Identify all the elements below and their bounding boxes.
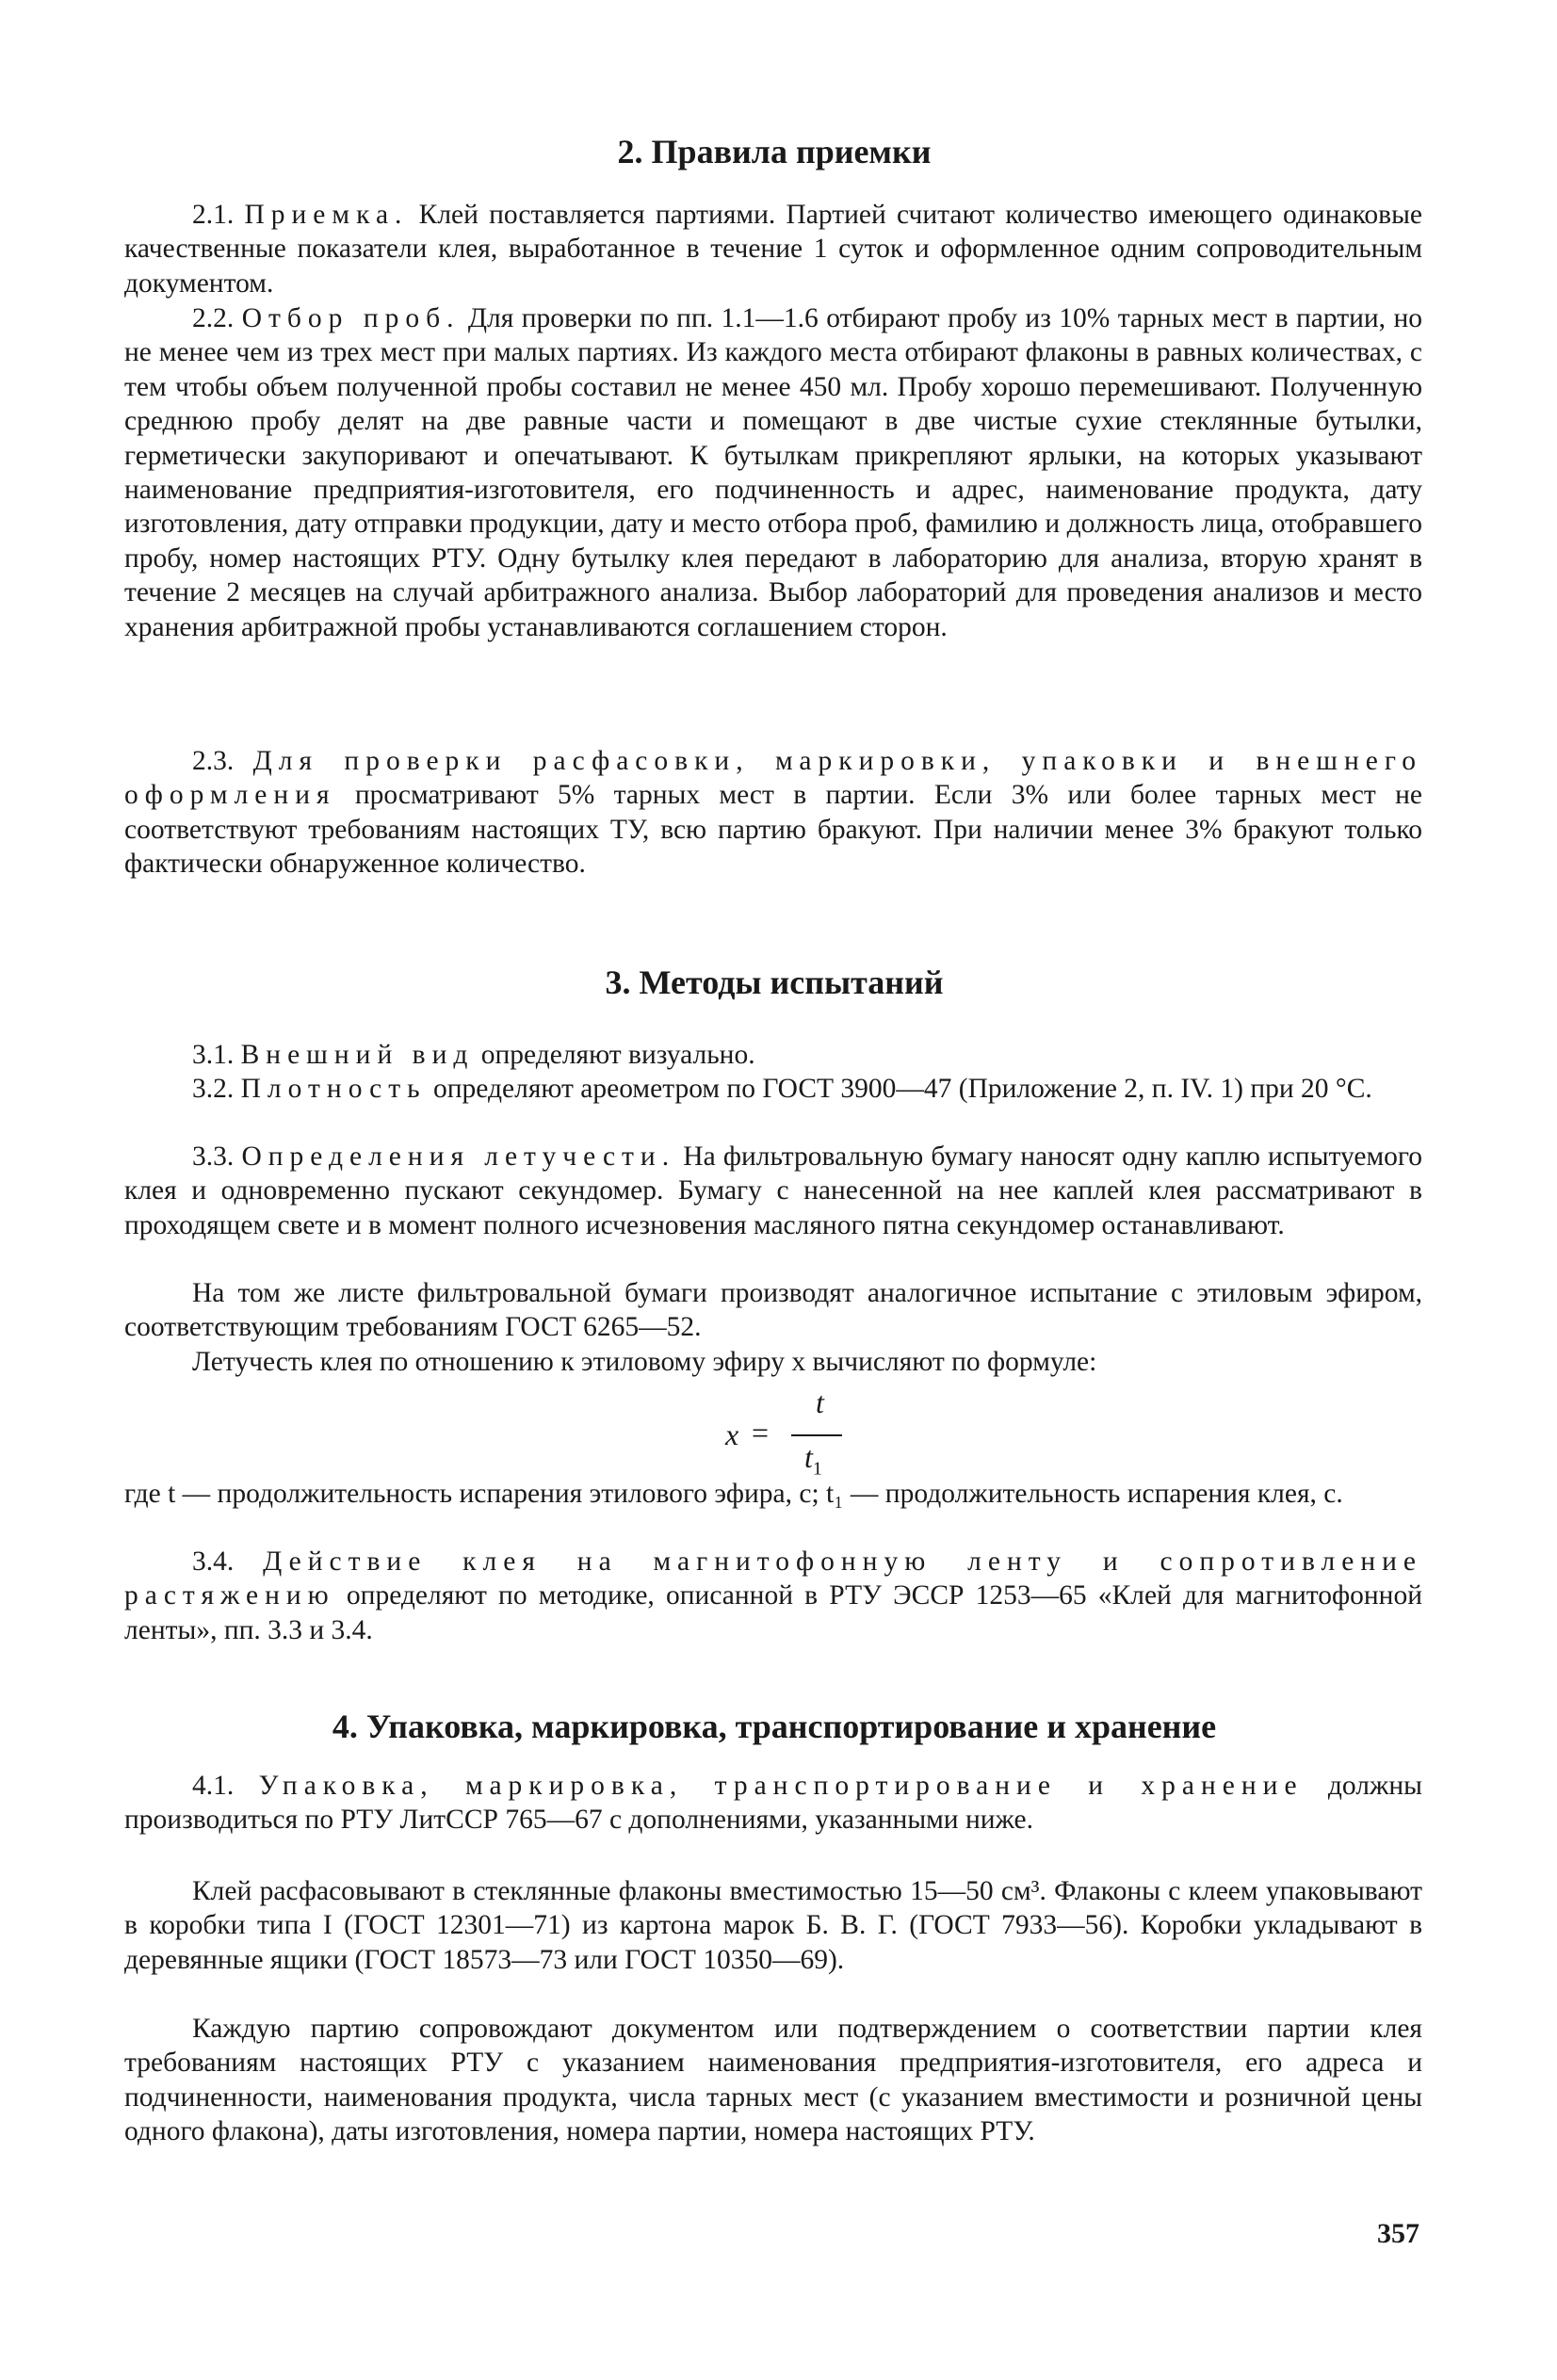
paragraph-lead: Отбор проб. — [241, 303, 461, 333]
paragraph-3-2 — [124, 1072, 1422, 1106]
paragraph-text: просматривают 5% тарных мест в партии. Если 3% или более тарных мест не соответствуют требованиям настоящих ТУ, всю партию бракуют. При наличии менее 3% бракуют только фактически обнаруженное количество. — [124, 780, 1422, 880]
paragraph-text: определяют ареометром по ГОСТ 3900—47 (Приложение 2, п. IV. 1) при 20 °С. — [426, 1074, 1372, 1104]
paragraph-text: Каждую партию сопровождают документом или подтверждением о соответствии партии клея требованиям настоящих РТУ с указанием наименования предприятия-изготовителя, его адреса и подчиненности, наименования продукта, числа тарных мест (с указанием вместимости и розничной цены одного флакона), даты изготовления, номера партии, номера настоящих РТУ. — [124, 2014, 1422, 2147]
formula-denominator: $t_1$ — [804, 1440, 822, 1480]
paragraph-4-1-cont-1 — [124, 1874, 1422, 1977]
paragraph-text: определяют визуально. — [474, 1040, 755, 1070]
paragraph-2-2 — [124, 301, 1422, 644]
paragraph-text: Клей расфасовывают в стеклянные флаконы вместимостью 15—50 см³. Флаконы с клеем упаковывают в коробки типа I (ГОСТ 12301—71) из картона марок Б. В. Г. (ГОСТ 7933—56). Коробки укладывают в деревянные ящики (ГОСТ 18573—73 или ГОСТ 10350—69). — [124, 1876, 1422, 1975]
paragraph-lead: Действие клея на магнитофонную ленту и сопротивление растяжению — [124, 1546, 1422, 1611]
paragraph-4-1 — [124, 1769, 1422, 1838]
paragraph-text: определяют по методике, описанной в РТУ ЭССР 1253—65 «Клей для магнитофонной ленты», пп. 3.3 и 3.4. — [124, 1580, 1422, 1645]
paragraph-4-1-cont-2 — [124, 2012, 1422, 2149]
paragraph-number: 4.1. — [192, 1771, 235, 1801]
paragraph-lead: Определения летучести. — [241, 1141, 676, 1172]
section-3-title: 3. Методы испытаний — [605, 963, 944, 1001]
paragraph-text: где t — продолжительность испарения этилового эфира, с; t₁ — продолжительность испарения клея, с. — [124, 1479, 1343, 1509]
fraction-bar — [791, 1434, 842, 1436]
paragraph-text: Клей поставляется партиями. Партией считают количество имеющего одинаковые качественные показатели клея, выработанное в течение 1 суток и оформленное одним сопроводительным документом. — [124, 200, 1422, 299]
paragraph-number: 3.4. — [192, 1546, 235, 1577]
paragraph-3-3-cont-1 — [124, 1276, 1422, 1345]
section-4-title: 4. Упаковка, маркировка, транспортирование и хранение — [332, 1708, 1217, 1745]
paragraph-3-3 — [124, 1140, 1422, 1242]
paragraph-3-3-cont-2 — [124, 1345, 1422, 1379]
section-2-title: 2. Правила приемки — [617, 133, 932, 170]
paragraph-number: 2.1. — [192, 200, 235, 230]
paragraph-lead: Плотность — [240, 1074, 427, 1104]
paragraph-number: 2.2. — [192, 303, 235, 333]
paragraph-2-3 — [124, 744, 1422, 882]
formula-denominator-subscript: 1 — [812, 1458, 822, 1480]
paragraph-text: Для проверки по пп. 1.1—1.6 отбирают пробу из 10% тарных мест в партии, но не менее чем из трех мест при малых партиях. Из каждого места отбирают флаконы в равных количествах, с тем чтобы объем полученной пробы составил не менее 450 мл. Пробу хорошо перемешивают. Полученную среднюю пробу делят на две равные части и помещают в две чистые сухие стеклянные бутылки, герметически закупоривают и опечатывают. К бутылкам прикрепляют ярлыки, на которых указывают наименование предприятия-изготовителя, его подчиненность и адрес, наименование продукта, дату изготовления, дату отправки продукции, дату и место отбора проб, фамилию и должность лица, отобравшего пробу, номер настоящих РТУ. Одну бутылку клея передают в лабораторию для анализа, вторую хранят в течение 2 месяцев на случай арбитражного анализа. Выбор лабораторий для проведения анализов и место хранения арбитражной пробы устанавливаются соглашением сторон. — [124, 303, 1422, 642]
paragraph-text: На фильтровальную бумагу наносят одну каплю испытуемого клея и одновременно пускают секундомер. Бумагу с нанесенной на нее каплей клея рассматривают в проходящем свете и в момент полного исчезновения масляного пятна секундомер останавливают. — [124, 1141, 1423, 1240]
paragraph-text: Летучесть клея по отношению к этиловому эфиру x вычисляют по формуле: — [192, 1347, 1097, 1377]
paragraph-number: 2.3. — [192, 746, 235, 776]
paragraph-lead: Приемка. — [244, 200, 409, 230]
paragraph-lead: Внешний вид — [240, 1040, 475, 1070]
formula-equals: = — [752, 1416, 770, 1449]
paragraph-text: На том же листе фильтровальной бумаги производят аналогичное испытание с этиловым эфиром, соответствующим требованиям ГОСТ 6265—52. — [124, 1278, 1422, 1343]
paragraph-lead: Для проверки расфасовки, маркировки, упаковки и внешнего оформления — [124, 746, 1422, 811]
paragraph-lead: Упаковка, маркировка, транспортирование и хранение — [258, 1771, 1304, 1801]
formula-numerator: t — [816, 1385, 824, 1419]
page-number: 357 — [1377, 2218, 1419, 2249]
formula-lhs: x — [725, 1417, 739, 1451]
paragraph-number: 3.3. — [192, 1141, 235, 1172]
paragraph-3-1 — [124, 1038, 1422, 1072]
paragraph-3-4 — [124, 1545, 1422, 1647]
paragraph-2-1 — [124, 198, 1422, 300]
paragraph-number: 3.1. — [192, 1040, 235, 1070]
formula-explanation — [124, 1477, 1422, 1511]
paragraph-text: должны производиться по РТУ ЛитССР 765—67 с дополнениями, указанными ниже. — [124, 1771, 1422, 1836]
paragraph-number: 3.2. — [192, 1074, 235, 1104]
